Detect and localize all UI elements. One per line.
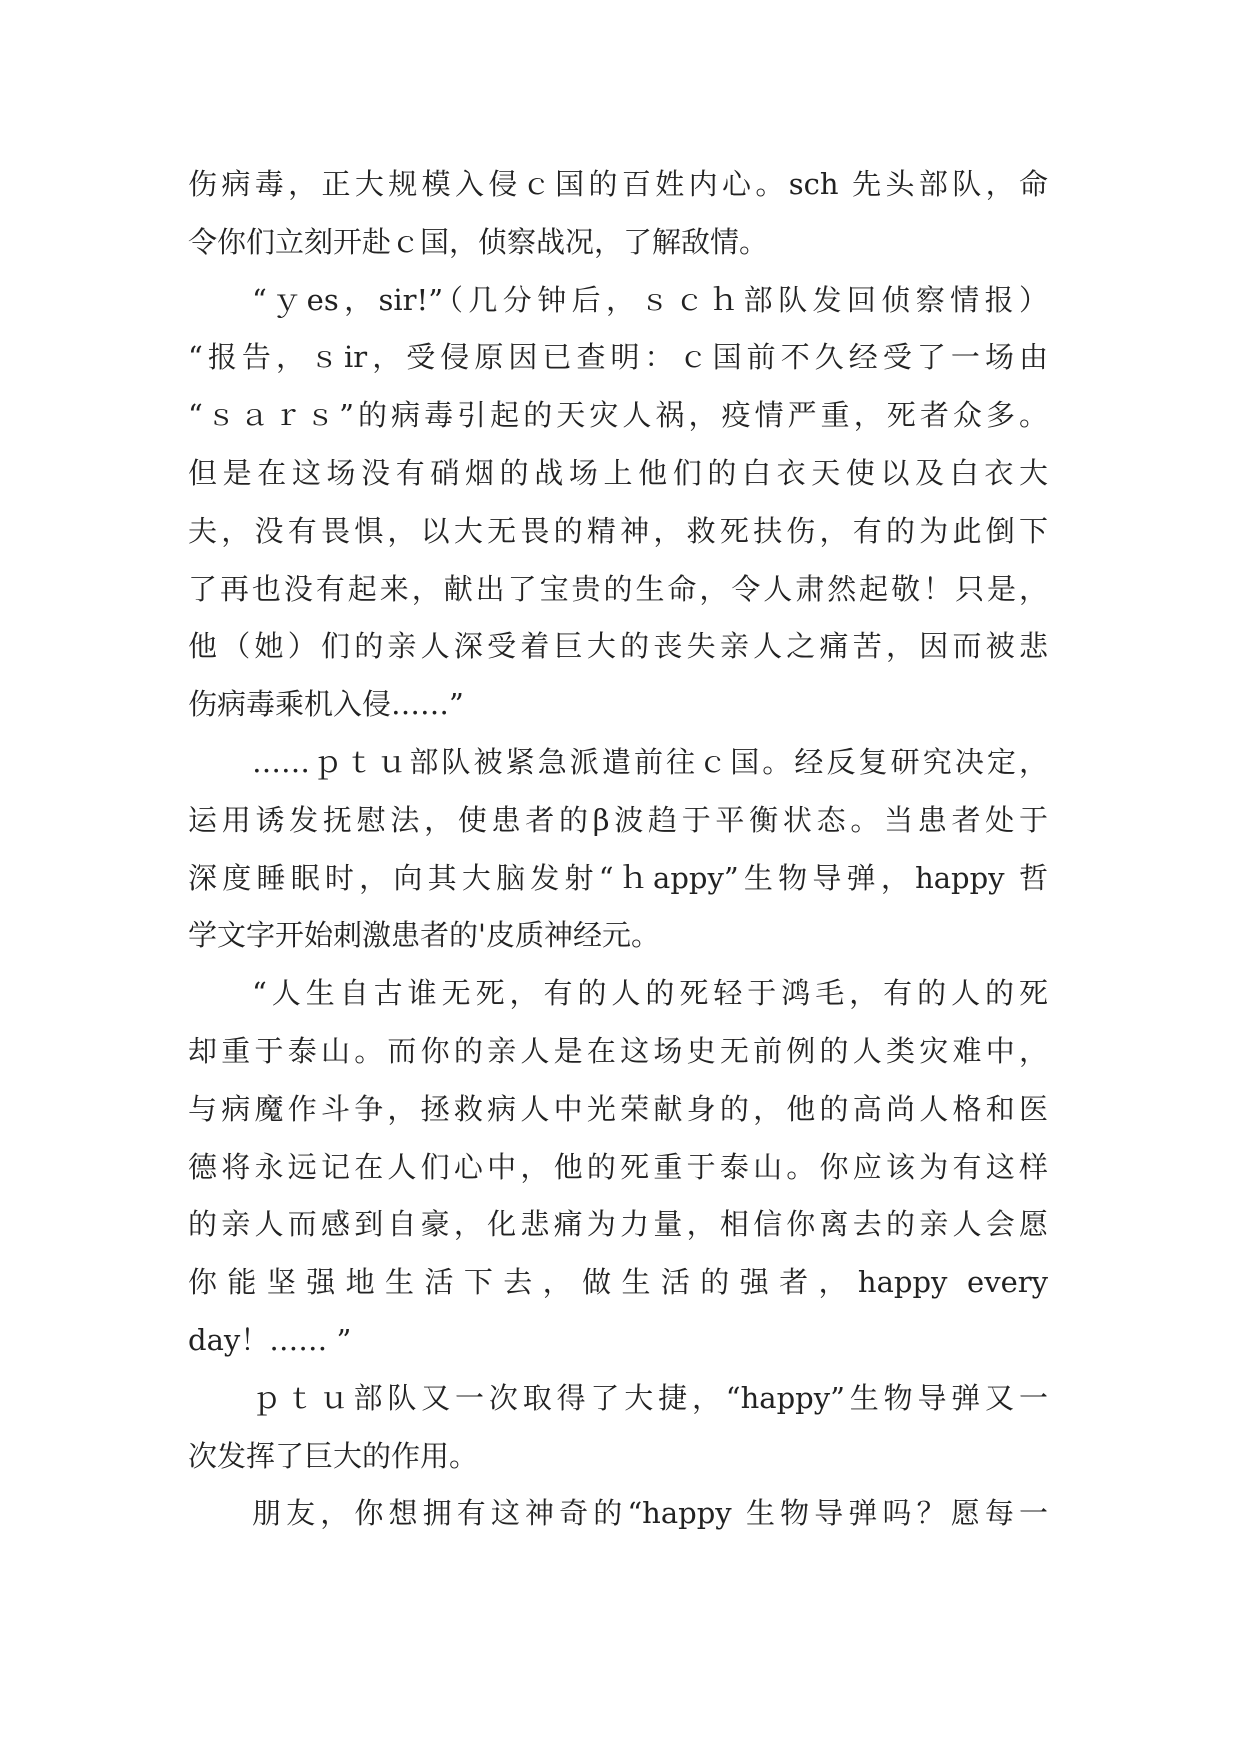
- text-line: day！…… ”: [188, 1322, 352, 1357]
- text-line: 伤病毒乘机入侵……”: [188, 687, 464, 722]
- text-line: 却重于泰山。而你的亲人是在这场史无前例的人类灾难中，: [188, 1033, 1048, 1068]
- text-line: 的亲人而感到自豪，化悲痛为力量，相信你离去的亲人会愿: [188, 1207, 1048, 1242]
- text-line: “ｓａｒｓ”的病毒引起的天灾人祸，疫情严重，死者众多。: [188, 398, 1048, 433]
- text-line: 学文字开始刺激患者的'皮质神经元。: [188, 918, 660, 953]
- text-line: ｐｔｕ部队又一次取得了大捷，“happy”生物导弹又一: [252, 1380, 1048, 1415]
- text-line: 他（她）们的亲人深受着巨大的丧失亲人之痛苦，因而被悲: [188, 629, 1048, 664]
- text-line: 与病魔作斗争，拯救病人中光荣献身的，他的高尚人格和医: [188, 1091, 1048, 1126]
- text-line: “人生自古谁无死，有的人的死轻于鸿毛，有的人的死: [252, 976, 1048, 1011]
- text-line: “报告，ｓir，受侵原因已查明：ｃ国前不久经受了一场由: [188, 340, 1048, 375]
- text-line: 你能坚强地生活下去，做生活的强者，happy every: [188, 1265, 1048, 1300]
- text-line: 运用诱发抚慰法，使患者的β波趋于平衡状态。当患者处于: [188, 802, 1048, 837]
- text-line: 但是在这场没有硝烟的战场上他们的白衣天使以及白衣大: [188, 455, 1048, 490]
- text-line: 德将永远记在人们心中，他的死重于泰山。你应该为有这样: [188, 1149, 1048, 1184]
- text-line: 朋友，你想拥有这神奇的“happy 生物导弹吗？愿每一: [252, 1496, 1048, 1531]
- text-line: “ｙes，sir!”（几分钟后，ｓｃｈ部队发回侦察情报）: [252, 282, 1048, 317]
- text-line: 夫，没有畏惧，以大无畏的精神，救死扶伤，有的为此倒下: [188, 513, 1048, 548]
- text-line: 伤病毒，正大规模入侵ｃ国的百姓内心。sch 先头部队，命: [188, 167, 1048, 201]
- text-line: 深度睡眠时，向其大脑发射“ｈappy”生物导弹，happy 哲: [188, 860, 1048, 895]
- text-line: 令你们立刻开赴ｃ国，侦察战况，了解敌情。: [188, 224, 769, 259]
- text-line: ……ｐｔｕ部队被紧急派遣前往ｃ国。经反复研究决定，: [252, 744, 1048, 779]
- text-line: 了再也没有起来，献出了宝贵的生命，令人肃然起敬！只是，: [188, 571, 1048, 606]
- text-line: 次发挥了巨大的作用。: [188, 1438, 479, 1473]
- document-body: [188, 156, 1048, 1543]
